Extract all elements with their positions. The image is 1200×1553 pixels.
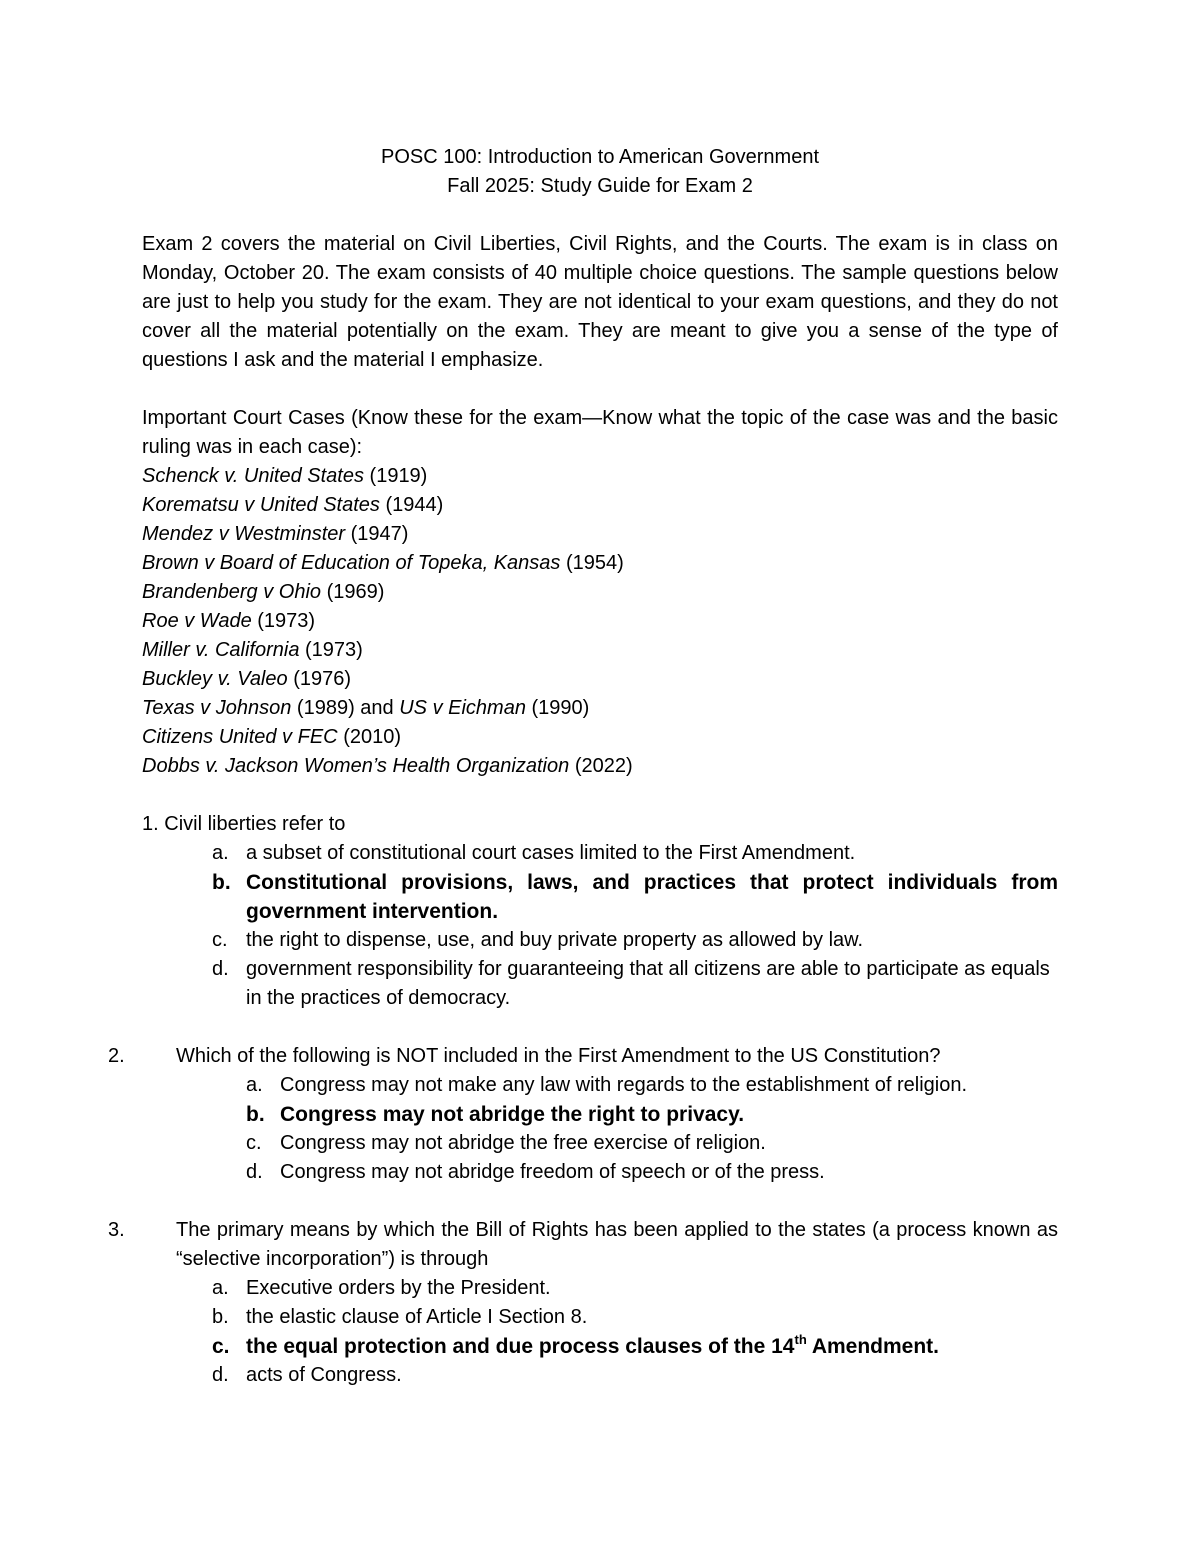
option-text: Congress may not abridge the right to privacy.	[280, 1103, 745, 1126]
case-year: (1944)	[385, 494, 444, 516]
question-stem	[108, 1216, 1058, 1274]
court-case-item	[142, 636, 1058, 665]
question-number: 2.	[108, 1045, 125, 1067]
case-year: (1973)	[305, 639, 363, 661]
option-letter: b.	[212, 1306, 229, 1328]
case-year: (1973)	[257, 610, 316, 632]
question-stem	[108, 1042, 1058, 1071]
case-year: (1976)	[293, 668, 351, 690]
option-letter: a.	[212, 1277, 229, 1299]
option-text: acts of Congress.	[246, 1364, 402, 1386]
case-name: US v Eichman	[399, 697, 526, 719]
case-name: Brown v Board of Education of Topeka, Kansas	[142, 552, 561, 574]
question-text: Civil liberties refer to	[164, 813, 346, 835]
court-case-item	[142, 491, 1058, 520]
option-letter: b.	[246, 1103, 265, 1126]
court-case-item	[142, 665, 1058, 694]
answer-option	[246, 1129, 1058, 1158]
question-number: 1.	[142, 813, 159, 835]
question-3	[108, 1216, 1058, 1390]
option-letter: a.	[212, 842, 229, 864]
answer-option	[212, 955, 1058, 1013]
case-name: Schenck v. United States	[142, 465, 364, 487]
case-name: Miller v. California	[142, 639, 300, 661]
option-letter: c.	[246, 1132, 262, 1154]
court-case-item	[142, 607, 1058, 636]
question-text: Which of the following is NOT included in the First Amendment to the US Constitution?	[176, 1045, 941, 1067]
option-letter: c.	[212, 1335, 230, 1358]
document-title: POSC 100: Introduction to American Government	[381, 146, 819, 168]
case-year: (2010)	[343, 726, 401, 748]
option-text: Congress may not make any law with regards to the establishment of religion.	[280, 1074, 968, 1096]
option-superscript: th	[794, 1332, 807, 1347]
option-letter: c.	[212, 929, 228, 951]
answer-option	[246, 1158, 1058, 1187]
court-case-item	[142, 520, 1058, 549]
option-text: the equal protection and due process clauses of the 14	[246, 1335, 795, 1358]
option-text: Executive orders by the President.	[246, 1277, 551, 1299]
option-letter: a.	[246, 1074, 263, 1096]
intro-paragraph: Exam 2 covers the material on Civil Liberties, Civil Rights, and the Courts. The exam is in class on Monday, October 20. The exam consists of 40 multiple choice questions. The sample questions below are just to help you study for the exam. They are not identical to your exam questions, and they do not cover all the material potentially on the exam. They are meant to give you a sense of the type of questions I ask and the material I emphasize.	[142, 233, 1058, 371]
option-letter: d.	[246, 1161, 263, 1183]
question-number: 3.	[108, 1219, 125, 1241]
answer-option	[212, 839, 1058, 868]
case-name: Roe v Wade	[142, 610, 252, 632]
case-name: Brandenberg v Ohio	[142, 581, 322, 603]
answer-option	[212, 1303, 1058, 1332]
court-case-item	[142, 549, 1058, 578]
option-text-end: Amendment.	[806, 1335, 939, 1358]
correct-answer-option	[212, 868, 1058, 926]
option-text: Constitutional provisions, laws, and practices that protect individuals from government intervention.	[246, 871, 1058, 923]
option-text: the right to dispense, use, and buy private property as allowed by law.	[246, 929, 864, 951]
option-letter: d.	[212, 958, 229, 980]
answer-option	[212, 1274, 1058, 1303]
option-text: Congress may not abridge freedom of speech or of the press.	[280, 1161, 825, 1183]
option-text: a subset of constitutional court cases limited to the First Amendment.	[246, 842, 856, 864]
court-case-item	[142, 462, 1058, 491]
court-case-list	[142, 462, 1058, 781]
case-year: (1989)	[296, 697, 355, 719]
case-name: Mendez v Westminster	[142, 523, 346, 545]
correct-answer-option	[246, 1100, 1058, 1129]
case-year: (1919)	[369, 465, 428, 487]
court-case-item	[142, 578, 1058, 607]
case-name: Dobbs v. Jackson Women’s Health Organization	[142, 755, 570, 777]
question-1	[142, 810, 1058, 1013]
document-subtitle: Fall 2025: Study Guide for Exam 2	[447, 175, 753, 197]
option-letter: d.	[212, 1364, 229, 1386]
answer-option	[246, 1071, 1058, 1100]
correct-answer-option	[212, 1332, 1058, 1361]
question-stem	[142, 810, 1058, 839]
case-connector: and	[360, 697, 394, 719]
case-name: Texas v Johnson	[142, 697, 292, 719]
court-case-item	[142, 723, 1058, 752]
case-year: (2022)	[574, 755, 633, 777]
question-text: The primary means by which the Bill of Rights has been applied to the states (a process known as “selective incorporation”) is through	[176, 1219, 1058, 1270]
option-text: the elastic clause of Article I Section 8.	[246, 1306, 588, 1328]
option-text: government responsibility for guaranteeing that all citizens are able to participate as equals in the practices of democracy.	[246, 958, 1050, 1009]
case-name: Korematsu v United States	[142, 494, 380, 516]
court-case-item	[142, 694, 1058, 723]
answer-option	[212, 926, 1058, 955]
case-year: (1969)	[326, 581, 385, 603]
question-2	[108, 1042, 1058, 1187]
case-name: Buckley v. Valeo	[142, 668, 288, 690]
court-case-item	[142, 752, 1058, 781]
cases-heading: Important Court Cases (Know these for the exam—Know what the topic of the case was and the basic ruling was in each case):	[142, 407, 1058, 458]
case-year: (1947)	[350, 523, 409, 545]
case-name: Citizens United v FEC	[142, 726, 338, 748]
case-year: (1990)	[531, 697, 590, 719]
case-year: (1954)	[565, 552, 624, 574]
option-letter: b.	[212, 871, 231, 894]
answer-option	[212, 1361, 1058, 1390]
option-text: Congress may not abridge the free exercise of religion.	[280, 1132, 766, 1154]
